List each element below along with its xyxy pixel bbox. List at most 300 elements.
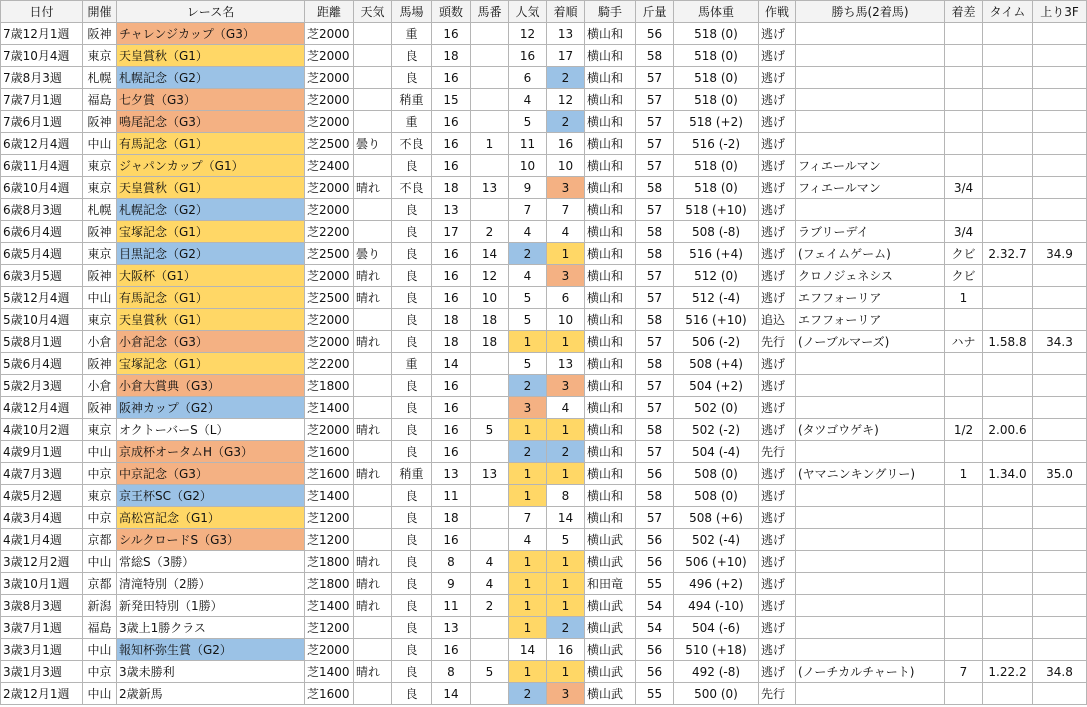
cell-time[interactable] (983, 397, 1033, 419)
cell-weight[interactable]: 57 (636, 507, 674, 529)
cell-finish[interactable]: 1 (547, 595, 585, 617)
cell-date[interactable]: 5歳12月4週 (1, 287, 83, 309)
col-header[interactable]: タイム (983, 1, 1033, 23)
cell-dist[interactable]: 芝1800 (305, 551, 354, 573)
cell-finish[interactable]: 5 (547, 529, 585, 551)
cell-field[interactable]: 9 (432, 573, 471, 595)
cell-field[interactable]: 18 (432, 177, 471, 199)
cell-num[interactable] (471, 529, 509, 551)
cell-winner[interactable] (796, 507, 945, 529)
table-row[interactable] (1, 89, 1087, 111)
cell-time[interactable]: 1.34.0 (983, 463, 1033, 485)
cell-pop[interactable]: 16 (509, 45, 547, 67)
cell-track[interactable]: 良 (392, 441, 432, 463)
cell-finish[interactable]: 3 (547, 375, 585, 397)
cell-race[interactable]: 天皇賞秋（G1） (117, 45, 305, 67)
cell-style[interactable]: 逃げ (759, 639, 796, 661)
cell-weight[interactable]: 57 (636, 375, 674, 397)
cell-track[interactable]: 稍重 (392, 463, 432, 485)
table-row[interactable] (1, 419, 1087, 441)
table-row[interactable] (1, 463, 1087, 485)
cell-race[interactable]: 七夕賞（G3） (117, 89, 305, 111)
cell-race[interactable]: 目黒記念（G2） (117, 243, 305, 265)
cell-race[interactable]: 阪神カップ（G2） (117, 397, 305, 419)
table-row[interactable] (1, 595, 1087, 617)
cell-jockey[interactable]: 横山和 (585, 111, 636, 133)
cell-margin[interactable] (945, 683, 983, 705)
cell-weight[interactable]: 58 (636, 243, 674, 265)
cell-date[interactable]: 3歳12月2週 (1, 551, 83, 573)
cell-race[interactable]: オクトーバーS（L） (117, 419, 305, 441)
cell-time[interactable]: 2.32.7 (983, 243, 1033, 265)
cell-body[interactable]: 504 (-6) (674, 617, 759, 639)
cell-last3f[interactable] (1033, 485, 1087, 507)
cell-time[interactable] (983, 551, 1033, 573)
cell-num[interactable] (471, 199, 509, 221)
cell-dist[interactable]: 芝1400 (305, 661, 354, 683)
cell-weight[interactable]: 57 (636, 133, 674, 155)
cell-finish[interactable]: 3 (547, 265, 585, 287)
cell-finish[interactable]: 1 (547, 661, 585, 683)
cell-time[interactable] (983, 287, 1033, 309)
cell-weather[interactable] (354, 221, 392, 243)
cell-winner[interactable]: ラブリーデイ (796, 221, 945, 243)
cell-date[interactable]: 4歳1月4週 (1, 529, 83, 551)
cell-venue[interactable]: 中京 (83, 507, 117, 529)
cell-weather[interactable]: 晴れ (354, 661, 392, 683)
table-row[interactable] (1, 375, 1087, 397)
cell-jockey[interactable]: 横山和 (585, 23, 636, 45)
cell-num[interactable]: 2 (471, 221, 509, 243)
cell-track[interactable]: 良 (392, 375, 432, 397)
cell-jockey[interactable]: 横山和 (585, 485, 636, 507)
cell-style[interactable]: 逃げ (759, 221, 796, 243)
cell-finish[interactable]: 10 (547, 155, 585, 177)
cell-date[interactable]: 4歳10月2週 (1, 419, 83, 441)
cell-margin[interactable]: 7 (945, 661, 983, 683)
cell-num[interactable] (471, 485, 509, 507)
cell-pop[interactable]: 5 (509, 287, 547, 309)
cell-race[interactable]: 宝塚記念（G1） (117, 221, 305, 243)
cell-finish[interactable]: 1 (547, 463, 585, 485)
cell-finish[interactable]: 1 (547, 419, 585, 441)
cell-field[interactable]: 16 (432, 23, 471, 45)
cell-field[interactable]: 8 (432, 551, 471, 573)
cell-num[interactable] (471, 375, 509, 397)
cell-margin[interactable] (945, 485, 983, 507)
cell-weather[interactable]: 晴れ (354, 573, 392, 595)
cell-last3f[interactable] (1033, 529, 1087, 551)
cell-venue[interactable]: 札幌 (83, 67, 117, 89)
cell-winner[interactable] (796, 573, 945, 595)
cell-finish[interactable]: 17 (547, 45, 585, 67)
table-row[interactable] (1, 243, 1087, 265)
cell-track[interactable]: 良 (392, 221, 432, 243)
cell-field[interactable]: 13 (432, 199, 471, 221)
cell-pop[interactable]: 10 (509, 155, 547, 177)
cell-last3f[interactable] (1033, 683, 1087, 705)
cell-weather[interactable]: 曇り (354, 133, 392, 155)
cell-field[interactable]: 14 (432, 353, 471, 375)
cell-weight[interactable]: 57 (636, 265, 674, 287)
cell-track[interactable]: 良 (392, 287, 432, 309)
cell-finish[interactable]: 2 (547, 67, 585, 89)
cell-time[interactable] (983, 67, 1033, 89)
table-row[interactable] (1, 265, 1087, 287)
cell-weight[interactable]: 58 (636, 45, 674, 67)
cell-body[interactable]: 518 (0) (674, 45, 759, 67)
cell-time[interactable]: 1.58.8 (983, 331, 1033, 353)
cell-style[interactable]: 逃げ (759, 463, 796, 485)
cell-body[interactable]: 518 (+2) (674, 111, 759, 133)
cell-winner[interactable]: エフフォーリア (796, 309, 945, 331)
cell-time[interactable] (983, 133, 1033, 155)
cell-race[interactable]: 有馬記念（G1） (117, 133, 305, 155)
cell-field[interactable]: 16 (432, 287, 471, 309)
cell-style[interactable]: 逃げ (759, 243, 796, 265)
cell-weather[interactable] (354, 309, 392, 331)
cell-body[interactable]: 500 (0) (674, 683, 759, 705)
cell-track[interactable]: 重 (392, 111, 432, 133)
cell-venue[interactable]: 小倉 (83, 331, 117, 353)
cell-venue[interactable]: 東京 (83, 309, 117, 331)
cell-finish[interactable]: 4 (547, 221, 585, 243)
cell-body[interactable]: 518 (0) (674, 67, 759, 89)
cell-pop[interactable]: 5 (509, 111, 547, 133)
cell-body[interactable]: 512 (-4) (674, 287, 759, 309)
cell-date[interactable]: 4歳3月4週 (1, 507, 83, 529)
cell-body[interactable]: 506 (-2) (674, 331, 759, 353)
cell-weather[interactable]: 晴れ (354, 595, 392, 617)
cell-num[interactable]: 4 (471, 551, 509, 573)
cell-body[interactable]: 508 (+4) (674, 353, 759, 375)
cell-field[interactable]: 16 (432, 441, 471, 463)
cell-winner[interactable] (796, 353, 945, 375)
cell-venue[interactable]: 東京 (83, 485, 117, 507)
cell-pop[interactable]: 14 (509, 639, 547, 661)
cell-winner[interactable]: (ノーブルマーズ) (796, 331, 945, 353)
cell-winner[interactable]: フィエールマン (796, 155, 945, 177)
cell-dist[interactable]: 芝1800 (305, 375, 354, 397)
cell-weather[interactable] (354, 353, 392, 375)
cell-race[interactable]: シルクロードS（G3） (117, 529, 305, 551)
cell-race[interactable]: 小倉記念（G3） (117, 331, 305, 353)
cell-margin[interactable] (945, 45, 983, 67)
cell-weather[interactable]: 晴れ (354, 419, 392, 441)
cell-winner[interactable]: (タツゴウゲキ) (796, 419, 945, 441)
cell-race[interactable]: 京成杯オータムH（G3） (117, 441, 305, 463)
table-row[interactable] (1, 485, 1087, 507)
cell-race[interactable]: 中京記念（G3） (117, 463, 305, 485)
cell-track[interactable]: 良 (392, 265, 432, 287)
cell-venue[interactable]: 東京 (83, 45, 117, 67)
cell-num[interactable] (471, 45, 509, 67)
cell-weather[interactable] (354, 485, 392, 507)
cell-weight[interactable]: 58 (636, 309, 674, 331)
cell-track[interactable]: 良 (392, 309, 432, 331)
cell-venue[interactable]: 中京 (83, 661, 117, 683)
cell-venue[interactable]: 中山 (83, 639, 117, 661)
cell-finish[interactable]: 2 (547, 111, 585, 133)
cell-jockey[interactable]: 横山和 (585, 265, 636, 287)
cell-dist[interactable]: 芝2500 (305, 133, 354, 155)
cell-track[interactable]: 良 (392, 661, 432, 683)
cell-pop[interactable]: 4 (509, 89, 547, 111)
cell-margin[interactable]: クビ (945, 243, 983, 265)
cell-date[interactable]: 7歳12月1週 (1, 23, 83, 45)
table-row[interactable] (1, 133, 1087, 155)
cell-track[interactable]: 良 (392, 639, 432, 661)
col-header[interactable]: 上り3F (1033, 1, 1087, 23)
cell-pop[interactable]: 4 (509, 265, 547, 287)
cell-style[interactable]: 逃げ (759, 375, 796, 397)
table-row[interactable] (1, 551, 1087, 573)
cell-body[interactable]: 502 (-2) (674, 419, 759, 441)
cell-date[interactable]: 4歳9月1週 (1, 441, 83, 463)
cell-weight[interactable]: 57 (636, 287, 674, 309)
table-row[interactable] (1, 683, 1087, 705)
cell-last3f[interactable]: 34.9 (1033, 243, 1087, 265)
cell-weather[interactable] (354, 111, 392, 133)
col-header[interactable]: 馬体重 (674, 1, 759, 23)
cell-pop[interactable]: 3 (509, 397, 547, 419)
cell-venue[interactable]: 京都 (83, 529, 117, 551)
cell-field[interactable]: 18 (432, 507, 471, 529)
cell-field[interactable]: 16 (432, 133, 471, 155)
cell-date[interactable]: 3歳1月3週 (1, 661, 83, 683)
cell-winner[interactable]: クロノジェネシス (796, 265, 945, 287)
cell-race[interactable]: 3歳未勝利 (117, 661, 305, 683)
cell-weather[interactable] (354, 529, 392, 551)
cell-date[interactable]: 5歳6月4週 (1, 353, 83, 375)
cell-style[interactable]: 追込 (759, 309, 796, 331)
cell-field[interactable]: 18 (432, 309, 471, 331)
cell-jockey[interactable]: 横山和 (585, 45, 636, 67)
cell-body[interactable]: 508 (0) (674, 485, 759, 507)
cell-body[interactable]: 496 (+2) (674, 573, 759, 595)
cell-field[interactable]: 16 (432, 375, 471, 397)
cell-date[interactable]: 3歳10月1週 (1, 573, 83, 595)
cell-race[interactable]: 常総S（3勝） (117, 551, 305, 573)
cell-time[interactable] (983, 23, 1033, 45)
cell-last3f[interactable] (1033, 309, 1087, 331)
cell-track[interactable]: 良 (392, 595, 432, 617)
cell-num[interactable] (471, 507, 509, 529)
cell-weather[interactable] (354, 45, 392, 67)
table-row[interactable] (1, 177, 1087, 199)
cell-field[interactable]: 15 (432, 89, 471, 111)
cell-jockey[interactable]: 横山和 (585, 67, 636, 89)
cell-track[interactable]: 良 (392, 551, 432, 573)
cell-body[interactable]: 492 (-8) (674, 661, 759, 683)
cell-field[interactable]: 8 (432, 661, 471, 683)
cell-time[interactable] (983, 573, 1033, 595)
cell-num[interactable]: 1 (471, 133, 509, 155)
cell-race[interactable]: 天皇賞秋（G1） (117, 309, 305, 331)
cell-time[interactable] (983, 683, 1033, 705)
cell-dist[interactable]: 芝2000 (305, 111, 354, 133)
cell-body[interactable]: 508 (-8) (674, 221, 759, 243)
cell-jockey[interactable]: 横山和 (585, 397, 636, 419)
cell-margin[interactable] (945, 617, 983, 639)
cell-time[interactable] (983, 45, 1033, 67)
cell-margin[interactable] (945, 595, 983, 617)
cell-winner[interactable] (796, 617, 945, 639)
cell-winner[interactable] (796, 133, 945, 155)
cell-margin[interactable] (945, 353, 983, 375)
cell-field[interactable]: 16 (432, 397, 471, 419)
cell-margin[interactable] (945, 155, 983, 177)
cell-time[interactable] (983, 375, 1033, 397)
cell-finish[interactable]: 4 (547, 397, 585, 419)
cell-pop[interactable]: 11 (509, 133, 547, 155)
col-header[interactable]: 騎手 (585, 1, 636, 23)
cell-jockey[interactable]: 横山和 (585, 287, 636, 309)
cell-time[interactable] (983, 221, 1033, 243)
cell-winner[interactable] (796, 485, 945, 507)
cell-weight[interactable]: 54 (636, 595, 674, 617)
table-row[interactable] (1, 639, 1087, 661)
cell-time[interactable] (983, 529, 1033, 551)
cell-date[interactable]: 6歳11月4週 (1, 155, 83, 177)
cell-time[interactable] (983, 617, 1033, 639)
cell-style[interactable]: 逃げ (759, 595, 796, 617)
cell-venue[interactable]: 東京 (83, 155, 117, 177)
cell-time[interactable] (983, 485, 1033, 507)
cell-num[interactable]: 13 (471, 177, 509, 199)
cell-dist[interactable]: 芝2000 (305, 419, 354, 441)
cell-jockey[interactable]: 横山和 (585, 155, 636, 177)
cell-margin[interactable] (945, 199, 983, 221)
cell-margin[interactable] (945, 89, 983, 111)
cell-jockey[interactable]: 横山和 (585, 353, 636, 375)
cell-last3f[interactable] (1033, 595, 1087, 617)
cell-winner[interactable]: フィエールマン (796, 177, 945, 199)
cell-date[interactable]: 6歳8月3週 (1, 199, 83, 221)
cell-winner[interactable] (796, 639, 945, 661)
cell-margin[interactable] (945, 133, 983, 155)
cell-body[interactable]: 516 (+4) (674, 243, 759, 265)
cell-venue[interactable]: 阪神 (83, 265, 117, 287)
cell-date[interactable]: 2歳12月1週 (1, 683, 83, 705)
cell-body[interactable]: 518 (0) (674, 177, 759, 199)
cell-margin[interactable]: 3/4 (945, 177, 983, 199)
cell-field[interactable]: 11 (432, 485, 471, 507)
col-header[interactable]: 作戦 (759, 1, 796, 23)
cell-weight[interactable]: 56 (636, 529, 674, 551)
cell-jockey[interactable]: 横山和 (585, 507, 636, 529)
cell-track[interactable]: 良 (392, 419, 432, 441)
cell-field[interactable]: 16 (432, 265, 471, 287)
cell-jockey[interactable]: 横山武 (585, 683, 636, 705)
cell-winner[interactable] (796, 595, 945, 617)
cell-track[interactable]: 良 (392, 573, 432, 595)
cell-venue[interactable]: 中山 (83, 683, 117, 705)
cell-time[interactable] (983, 507, 1033, 529)
cell-style[interactable]: 逃げ (759, 67, 796, 89)
table-row[interactable] (1, 199, 1087, 221)
cell-dist[interactable]: 芝2400 (305, 155, 354, 177)
cell-race[interactable]: 天皇賞秋（G1） (117, 177, 305, 199)
cell-last3f[interactable] (1033, 551, 1087, 573)
cell-last3f[interactable] (1033, 89, 1087, 111)
cell-body[interactable]: 502 (0) (674, 397, 759, 419)
cell-body[interactable]: 508 (0) (674, 463, 759, 485)
table-row[interactable] (1, 45, 1087, 67)
cell-finish[interactable]: 14 (547, 507, 585, 529)
cell-pop[interactable]: 2 (509, 243, 547, 265)
cell-race[interactable]: チャレンジカップ（G3） (117, 23, 305, 45)
cell-date[interactable]: 6歳5月4週 (1, 243, 83, 265)
cell-dist[interactable]: 芝2000 (305, 177, 354, 199)
cell-track[interactable]: 良 (392, 155, 432, 177)
table-row[interactable] (1, 155, 1087, 177)
cell-weight[interactable]: 57 (636, 331, 674, 353)
cell-margin[interactable] (945, 551, 983, 573)
cell-last3f[interactable] (1033, 375, 1087, 397)
cell-venue[interactable]: 中山 (83, 133, 117, 155)
cell-jockey[interactable]: 横山武 (585, 551, 636, 573)
cell-venue[interactable]: 阪神 (83, 353, 117, 375)
cell-venue[interactable]: 新潟 (83, 595, 117, 617)
cell-weight[interactable]: 56 (636, 23, 674, 45)
cell-last3f[interactable] (1033, 155, 1087, 177)
cell-jockey[interactable]: 横山武 (585, 661, 636, 683)
cell-venue[interactable]: 東京 (83, 243, 117, 265)
cell-field[interactable]: 13 (432, 617, 471, 639)
cell-winner[interactable]: (フェイムゲーム) (796, 243, 945, 265)
cell-num[interactable] (471, 397, 509, 419)
cell-weather[interactable] (354, 155, 392, 177)
cell-field[interactable]: 16 (432, 67, 471, 89)
cell-pop[interactable]: 1 (509, 617, 547, 639)
cell-winner[interactable] (796, 89, 945, 111)
cell-last3f[interactable] (1033, 617, 1087, 639)
cell-num[interactable] (471, 111, 509, 133)
cell-margin[interactable] (945, 111, 983, 133)
cell-track[interactable]: 不良 (392, 177, 432, 199)
cell-num[interactable]: 10 (471, 287, 509, 309)
cell-finish[interactable]: 3 (547, 177, 585, 199)
cell-pop[interactable]: 9 (509, 177, 547, 199)
cell-margin[interactable] (945, 23, 983, 45)
cell-last3f[interactable] (1033, 287, 1087, 309)
cell-weight[interactable]: 57 (636, 155, 674, 177)
cell-pop[interactable]: 1 (509, 331, 547, 353)
table-row[interactable] (1, 23, 1087, 45)
cell-style[interactable]: 逃げ (759, 551, 796, 573)
cell-body[interactable]: 494 (-10) (674, 595, 759, 617)
cell-body[interactable]: 508 (+6) (674, 507, 759, 529)
cell-margin[interactable]: 1/2 (945, 419, 983, 441)
table-row[interactable] (1, 331, 1087, 353)
cell-num[interactable] (471, 639, 509, 661)
cell-race[interactable]: 報知杯弥生賞（G2） (117, 639, 305, 661)
cell-winner[interactable]: (ヤマニンキングリー) (796, 463, 945, 485)
table-row[interactable] (1, 287, 1087, 309)
cell-body[interactable]: 516 (-2) (674, 133, 759, 155)
cell-style[interactable]: 逃げ (759, 155, 796, 177)
cell-date[interactable]: 7歳6月1週 (1, 111, 83, 133)
cell-finish[interactable]: 2 (547, 441, 585, 463)
cell-weather[interactable] (354, 199, 392, 221)
cell-track[interactable]: 不良 (392, 133, 432, 155)
cell-weight[interactable]: 57 (636, 89, 674, 111)
cell-date[interactable]: 3歳7月1週 (1, 617, 83, 639)
cell-dist[interactable]: 芝1600 (305, 441, 354, 463)
cell-body[interactable]: 516 (+10) (674, 309, 759, 331)
cell-date[interactable]: 3歳8月3週 (1, 595, 83, 617)
